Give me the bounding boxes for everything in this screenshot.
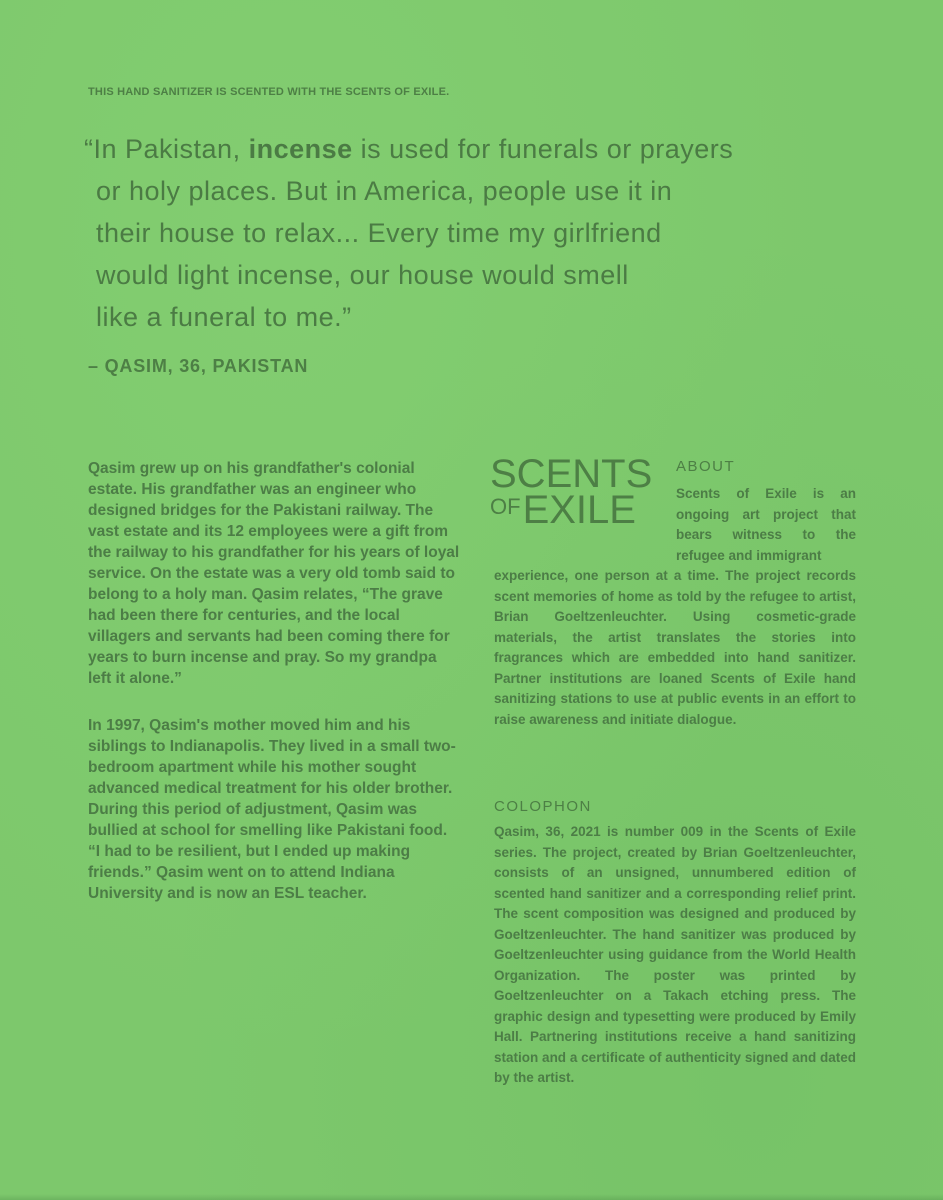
- about-text-intro: Scents of Exile is an ongoing art project that bears witness to the refugee and immigrant: [676, 486, 856, 563]
- quote-emphasis: incense: [248, 134, 353, 164]
- colophon-text: Qasim, 36, 2021 is number 009 in the Scents of Exile series. The project, created by Brian Goeltzenleuchter, consists of an unsigned, unnumbered edition of scented hand sanitizer and a corresponding relief print. The scent composition was designed and produced by Goeltzenleuchter. The hand sanitizer was produced by Goeltzenleuchter using guidance from the World Health Organization. The poster was printed by Goeltzenleuchter on a Takach etching press. The graphic design and typesetting were produced by Emily Hall. Partnering institutions receive a hand sanitizing station and a certificate of authenticity signed and dated by the artist.: [494, 824, 856, 1085]
- scents-of-exile-logo: [490, 452, 653, 532]
- quote-line-5: like a funeral to me.”: [96, 302, 352, 332]
- quote-attribution: – QASIM, 36, PAKISTAN: [88, 356, 309, 376]
- pull-quote: [84, 128, 874, 338]
- colophon-heading: COLOPHON: [494, 798, 592, 815]
- story-column: [88, 458, 460, 930]
- logo-line-exile: [490, 488, 652, 532]
- about-text-body: experience, one person at a time. The project records scent memories of home as told by the refugee to artist, Brian Goeltzenleuchter. Using cosmetic-grade materials, the artist translates the stories into fragrances which are embedded into hand sanitizer. Partner institutions are loaned Scents of Exile hand sanitizing stations to use at public events in an effort to raise awareness and initiate dialogue.: [494, 568, 856, 727]
- quote-line-4: would light incense, our house would smell: [96, 260, 629, 290]
- logo-of: OF: [490, 494, 521, 519]
- quote-line-2: or holy places. But in America, people use it in: [96, 176, 673, 206]
- quote-line-1: [84, 134, 733, 164]
- quote-line-3: their house to relax... Every time my girlfriend: [96, 218, 662, 248]
- quote-line-1-rest: is used for funerals or prayers: [352, 134, 734, 164]
- about-heading: ABOUT: [676, 458, 736, 475]
- logo-line-scents: SCENTS: [490, 452, 653, 496]
- story-paragraph-1: Qasim grew up on his grandfather's colonial estate. His grandfather was an engineer who designed bridges for the Pakistani railway. The vast estate and its 12 employees were a gift from the railway to his grandfather for his years of loyal service. On the estate was a very old tomb said to belong to a holy man. Qasim relates, “The grave had been there for centuries, and the local villagers and servants had been coming there for years to burn incense and pray. So my grandpa left it alone.”: [88, 460, 460, 687]
- quote-open: “In Pakistan,: [84, 134, 249, 164]
- story-paragraph-2: In 1997, Qasim's mother moved him and his siblings to Indianapolis. They lived in a small two-bedroom apartment while his mother sought advanced medical treatment for his older brother. During this period of adjustment, Qasim was bullied at school for smelling like Pakistani food. “I had to be resilient, but I ended up making friends.” Qasim went on to attend Indiana University and is now an ESL teacher.: [88, 717, 456, 902]
- paper-edge: [0, 1194, 943, 1200]
- logo-exile: EXILE: [522, 488, 636, 532]
- eyebrow-text: THIS HAND SANITIZER IS SCENTED WITH THE SCENTS OF EXILE.: [88, 86, 450, 98]
